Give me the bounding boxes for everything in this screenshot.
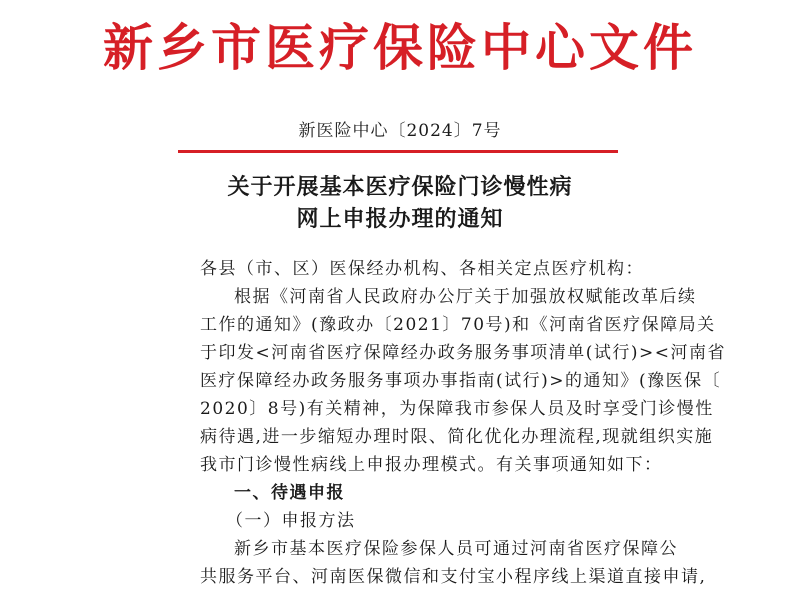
paragraph-line: 共服务平台、河南医保微信和支付宝小程序线上渠道直接申请, [200, 567, 707, 587]
paragraph-line: 医疗保障经办政务服务事项办事指南(试行)>的通知》(豫医保〔 [200, 371, 722, 391]
paragraph-line: 2020〕8号)有关精神，为保障我市参保人员及时享受门诊慢性 [200, 399, 714, 419]
org-masthead: 新乡市医疗保险中心文件 [103, 19, 697, 77]
document-title-line-2: 网上申报办理的通知 [296, 206, 504, 232]
salutation: 各县（市、区）医保经办机构、各相关定点医疗机构： [200, 259, 644, 279]
paragraph-line: 病待遇,进一步缩短办理时限、简化优化办理流程,现就组织实施 [200, 427, 714, 447]
red-divider-line [178, 150, 618, 153]
paragraph-line: 于印发<河南省医疗保障经办政务服务事项清单(试行)><河南省 [200, 343, 726, 363]
document-title-line-1: 关于开展基本医疗保险门诊慢性病 [227, 174, 573, 200]
document-number: 新医险中心〔2024〕7号 [298, 121, 502, 141]
paragraph-line: 新乡市基本医疗保险参保人员可通过河南省医疗保障公 [234, 539, 678, 559]
paragraph-line: 工作的通知》(豫政办〔2021〕70号)和《河南省医疗保障局关 [200, 315, 716, 335]
paragraph-line: 根据《河南省人民政府办公厅关于加强放权赋能改革后续 [234, 287, 697, 307]
section-heading: 一、待遇申报 [234, 483, 345, 503]
paragraph-line: 我市门诊慢性病线上申报办理模式。有关事项通知如下： [200, 455, 663, 475]
subsection-heading: （一）申报方法 [226, 511, 356, 531]
